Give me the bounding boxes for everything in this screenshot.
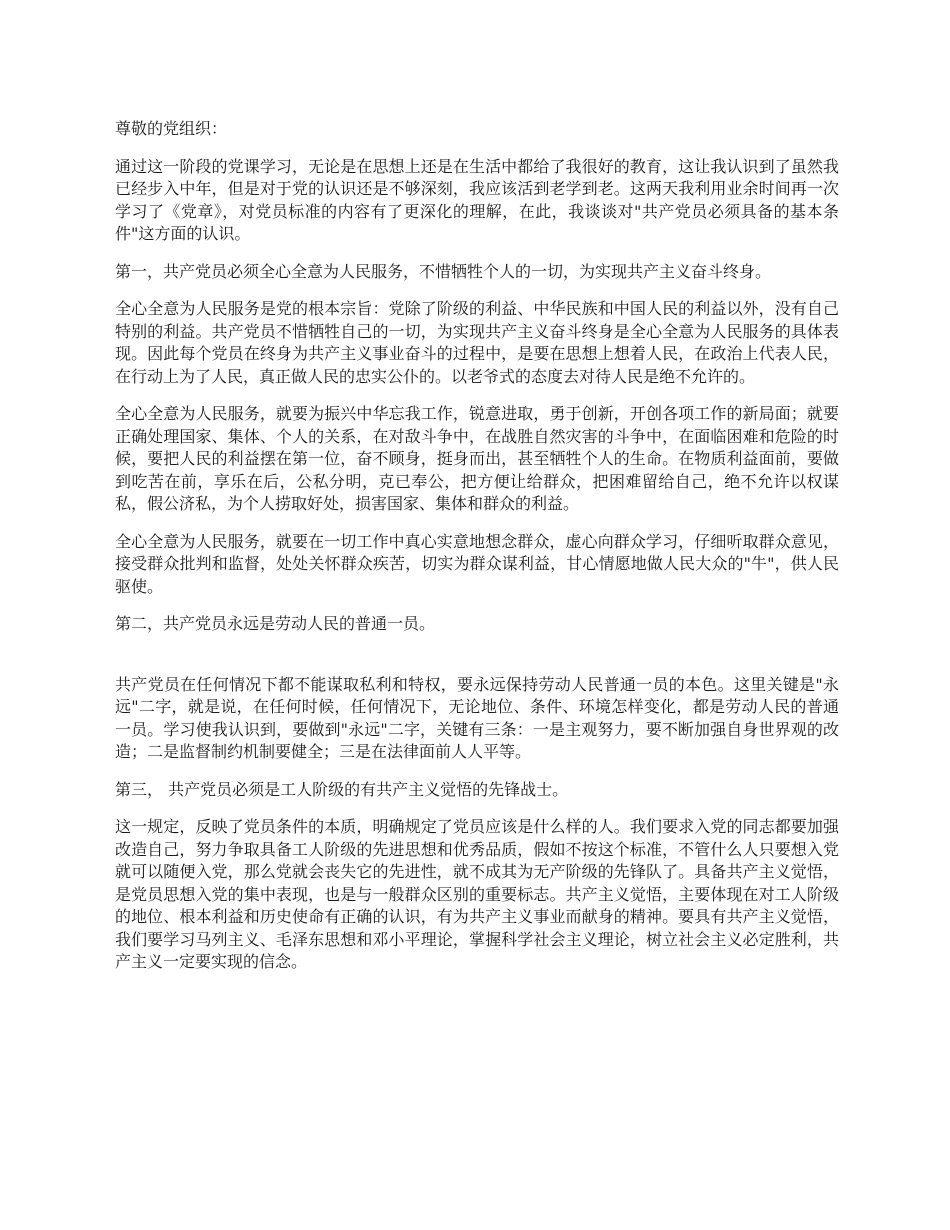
paragraph-point-three-body: 这一规定，反映了党员条件的本质，明确规定了党员应该是什么样的人。我们要求入党的同志都要加强改造自己，努力争取具备工人阶级的先进思想和优秀品质，假如不按这个标准，不管什么人只要想入党就可以随便入党，那么党就会丧失它的先进性，就不成其为无产阶级的先锋队了。具备共产主义觉悟，是党员思想入党的集中表现，也是与一般群众区别的重要标志。共产主义觉悟，主要体现在对工人阶级的地位、根本利益和历史使命有正确的认识，有为共产主义事业而献身的精神。要具有共产主义觉悟，我们要学习马列主义、毛泽东思想和邓小平理论，掌握科学社会主义理论，树立社会主义必定胜利，共产主义一定要实现的信念。 [115,817,839,971]
paragraph-point-one-body-1: 全心全意为人民服务是党的根本宗旨：党除了阶级的利益、中华民族和中国人民的利益以外，没有自己特别的利益。共产党员不惜牺牲自己的一切，为实现共产主义奋斗终身是全心全意为人民服务的具体表现。因此每个党员在终身为共产主义事业奋斗的过程中，是要在思想上想着人民，在政治上代表人民，在行动上为了人民，真正做人民的忠实公仆的。以老爷式的态度去对待人民是绝不允许的。 [115,299,839,386]
paragraph-point-one-body-2: 全心全意为人民服务，就要为振兴中华忘我工作，锐意进取，勇于创新，开创各项工作的新局面；就要正确处理国家、集体、个人的关系，在对敌斗争中，在战胜自然灾害的斗争中，在面临困难和危险的时候，要把人民的利益摆在第一位，奋不顾身，挺身而出，甚至牺牲个人的生命。在物质利益面前，要做到吃苦在前，享乐在后，公私分明，克已奉公，把方便让给群众，把困难留给自己，绝不允许以权谋私，假公济私，为个人捞取好处，损害国家、集体和群众的利益。 [115,404,839,513]
paragraph-point-one-body-3: 全心全意为人民服务，就要在一切工作中真心实意地想念群众，虚心向群众学习，仔细听取群众意见，接受群众批判和监督，处处关怀群众疾苦，切实为群众谋利益，甘心情愿地做人民大众的"牛"，供人民驱使。 [115,531,839,596]
paragraph-point-three-heading: 第三， 共产党员必须是工人阶级的有共产主义觉悟的先锋战士。 [115,779,569,799]
paragraph-point-one-heading: 第一，共产党员必须全心全意为人民服务，不惜牺牲个人的一切，为实现共产主义奋斗终身。 [115,261,772,281]
paragraph-point-two-heading: 第二，共产党员永远是劳动人民的普通一员。 [115,614,436,633]
paragraph-point-two-body: 共产党员在任何情况下都不能谋取私利和特权，要永远保持劳动人民普通一员的本色。这里关键是"永远"二字，就是说，在任何时候，任何情况下，无论地位、条件、环境怎样变化，都是劳动人民的普通一员。学习使我认识到，要做到"永远"二字，关键有三条：一是主观努力，要不断加强自身世界观的改造；二是监督制约机制要健全；三是在法律面前人人平等。 [115,674,839,761]
paragraph-intro: 通过这一阶段的党课学习，无论是在思想上还是在生活中都给了我很好的教育，这让我认识到了虽然我已经步入中年，但是对于党的认识还是不够深刻，我应该活到老学到老。这两天我利用业余时间再一次学习了《党章》，对党员标准的内容有了更深化的理解，在此，我谈谈对"共产党员必须具备的基本条件"这方面的认识。 [115,156,839,243]
salutation: 尊敬的党组织： [115,119,228,138]
document-body [115,118,839,989]
